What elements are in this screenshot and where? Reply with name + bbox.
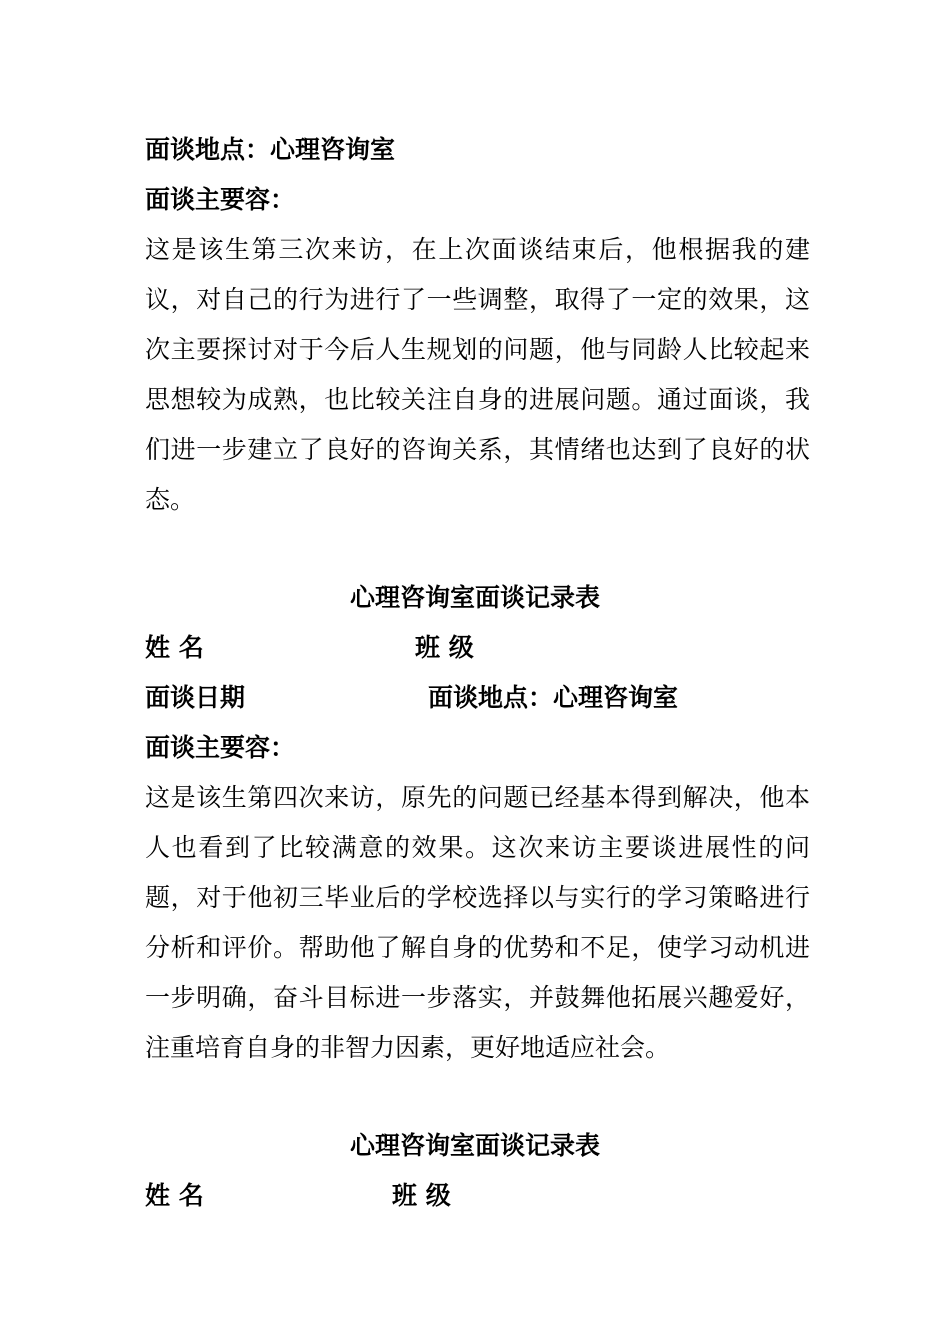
section1-content-label: 面谈主要容： <box>145 185 296 214</box>
section2-date-label: 面谈日期 <box>145 683 246 712</box>
section2-class-label: 班 级 <box>415 633 474 662</box>
section3-name-label: 姓 名 <box>145 1181 204 1210</box>
section3-title: 心理咨询室面谈记录表 <box>349 1131 600 1160</box>
section1-content-text: 这是该生第三次来访，在上次面谈结束后，他根据我的建议，对自己的行为进行了一些调整，取得了一定的效果，这次主要探讨对于今后人生规划的问题，他与同龄人比较起来思想较为成熟，也比较关注自身的进展问题。通过面谈，我们进一步建立了良好的咨询关系，其情绪也达到了良好的状态。 <box>145 235 810 514</box>
section3-class-label: 班 级 <box>392 1181 451 1210</box>
section1-location-line: 面谈地点：心理咨询室 <box>145 135 396 164</box>
section2-title: 心理咨询室面谈记录表 <box>349 583 600 612</box>
section2-name-label: 姓 名 <box>145 633 204 662</box>
section2-content-text: 这是该生第四次来访，原先的问题已经基本得到解决，他本人也看到了比较满意的效果。这次来访主要谈进展性的问题，对于他初三毕业后的学校选择以与实行的学习策略进行分析和评价。帮助他了解自身的优势和不足，使学习动机进一步明确，奋斗目标进一步落实，并鼓舞他拓展兴趣爱好，注重培育自身的非智力因素，更好地适应社会。 <box>145 783 810 1062</box>
section2-location-line: 面谈地点：心理咨询室 <box>428 683 679 712</box>
section2-content-label: 面谈主要容： <box>145 733 296 762</box>
